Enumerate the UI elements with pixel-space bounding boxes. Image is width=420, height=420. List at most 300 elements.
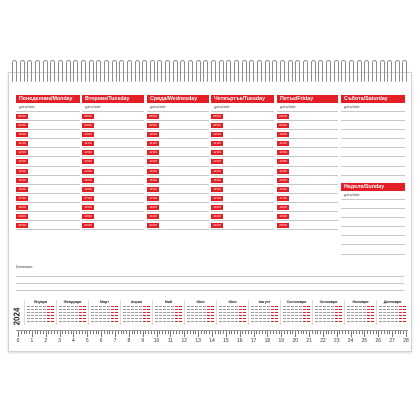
ruler-tick bbox=[209, 331, 210, 334]
ruler-tick bbox=[151, 331, 152, 334]
time-slot[interactable] bbox=[16, 139, 80, 148]
ruler-tick bbox=[348, 331, 349, 334]
time-label: 15:00 bbox=[82, 178, 94, 183]
write-line[interactable] bbox=[341, 112, 405, 121]
ruler-tick bbox=[115, 331, 116, 337]
ruler-tick bbox=[317, 331, 318, 334]
date-line[interactable]: дата/date bbox=[341, 103, 405, 112]
ruler-tick bbox=[71, 331, 72, 334]
ruler-tick bbox=[215, 331, 216, 334]
spiral-coil bbox=[387, 60, 392, 82]
time-label: 08:00 bbox=[82, 114, 94, 119]
month-days-grid bbox=[282, 305, 311, 325]
ruler-tick bbox=[18, 331, 19, 337]
time-slot[interactable] bbox=[147, 221, 209, 230]
spiral-coil bbox=[380, 60, 385, 82]
time-slot[interactable] bbox=[277, 167, 338, 176]
time-label: 15:00 bbox=[16, 178, 28, 183]
date-line[interactable]: дата/date bbox=[147, 103, 209, 112]
time-label: 16:00 bbox=[16, 187, 28, 192]
time-label: 19:00 bbox=[211, 214, 223, 219]
time-slot[interactable] bbox=[16, 130, 80, 139]
time-slot[interactable] bbox=[82, 139, 144, 148]
ruler-tick bbox=[384, 331, 385, 334]
spiral-coil bbox=[66, 60, 71, 82]
time-slot[interactable] bbox=[211, 185, 274, 194]
time-slot[interactable] bbox=[147, 112, 209, 121]
ruler-tick bbox=[395, 331, 396, 334]
ruler-tick bbox=[303, 331, 304, 334]
note-line[interactable] bbox=[16, 277, 404, 284]
spiral-coil bbox=[349, 60, 354, 82]
time-slot[interactable] bbox=[211, 176, 274, 185]
note-line[interactable] bbox=[16, 284, 404, 291]
month-name: Август bbox=[258, 300, 271, 304]
ruler-number: 11 bbox=[167, 338, 174, 344]
spiral-coil bbox=[165, 60, 170, 82]
time-slot[interactable] bbox=[82, 148, 144, 157]
time-slot[interactable] bbox=[82, 221, 144, 230]
ruler-number: 13 bbox=[195, 338, 201, 344]
time-slot[interactable] bbox=[147, 139, 209, 148]
date-line[interactable]: дата/date bbox=[82, 103, 144, 112]
time-label: 08:00 bbox=[277, 114, 289, 119]
spiral-coil bbox=[295, 60, 300, 82]
time-label: 10:00 bbox=[277, 132, 289, 137]
ruler-tick bbox=[220, 331, 221, 334]
time-slot[interactable] bbox=[277, 121, 338, 130]
ruler-tick bbox=[82, 331, 83, 334]
ruler-tick bbox=[279, 331, 280, 334]
spiral-coil bbox=[27, 60, 32, 82]
time-label: 10:00 bbox=[82, 132, 94, 137]
time-slot[interactable] bbox=[211, 212, 274, 221]
time-label: 17:00 bbox=[16, 196, 28, 201]
ruler-tick bbox=[187, 331, 188, 334]
ruler-tick bbox=[337, 331, 338, 337]
month-calendar bbox=[312, 300, 344, 325]
ruler-tick bbox=[204, 331, 205, 334]
spiral-coil bbox=[280, 60, 285, 82]
write-line[interactable] bbox=[341, 218, 405, 227]
ruler-tick bbox=[179, 331, 180, 334]
day-column bbox=[16, 95, 80, 230]
month-days-grid bbox=[250, 305, 279, 325]
time-label: 13:00 bbox=[16, 159, 28, 164]
ruler-tick bbox=[134, 331, 135, 334]
ruler-number: 15 bbox=[223, 338, 229, 344]
spiral-coil bbox=[402, 60, 407, 82]
ruler-tick bbox=[406, 331, 407, 337]
ruler-tick bbox=[68, 331, 69, 334]
ruler-tick bbox=[376, 331, 377, 334]
ruler-tick bbox=[400, 331, 401, 334]
ruler-number: 26 bbox=[375, 338, 382, 344]
time-label: 20:00 bbox=[147, 223, 159, 228]
write-line[interactable] bbox=[341, 209, 405, 218]
time-slot[interactable] bbox=[82, 121, 144, 130]
ruler-tick bbox=[345, 331, 346, 334]
ruler-tick bbox=[168, 331, 169, 334]
note-line[interactable] bbox=[16, 270, 404, 277]
time-slot[interactable] bbox=[16, 203, 80, 212]
day-header: Петък/Friday bbox=[277, 95, 338, 103]
ruler-tick bbox=[190, 331, 191, 334]
day-header: Неделя/Sunday bbox=[341, 183, 405, 191]
month-calendar bbox=[184, 300, 216, 325]
time-slot[interactable] bbox=[147, 148, 209, 157]
time-slot[interactable] bbox=[277, 112, 338, 121]
time-slot[interactable] bbox=[16, 176, 80, 185]
time-slot[interactable] bbox=[277, 203, 338, 212]
time-slot[interactable] bbox=[277, 176, 338, 185]
ruler-tick bbox=[381, 331, 382, 334]
ruler-tick bbox=[65, 331, 66, 334]
ruler-tick bbox=[140, 331, 141, 334]
month-days-grid bbox=[346, 305, 375, 325]
ruler-tick bbox=[273, 331, 274, 334]
spiral-coil bbox=[180, 60, 185, 82]
time-label: 20:00 bbox=[82, 223, 94, 228]
ruler-tick bbox=[342, 331, 343, 334]
ruler-tick bbox=[159, 331, 160, 334]
time-slot[interactable] bbox=[82, 185, 144, 194]
month-name: Ноември bbox=[352, 300, 369, 304]
ruler-tick bbox=[367, 331, 368, 334]
time-slot[interactable] bbox=[211, 167, 274, 176]
write-line[interactable] bbox=[341, 200, 405, 209]
ruler-tick bbox=[287, 331, 288, 334]
ruler-tick bbox=[315, 331, 316, 334]
time-slot[interactable] bbox=[147, 212, 209, 221]
time-label: 13:00 bbox=[82, 159, 94, 164]
time-label: 17:00 bbox=[147, 196, 159, 201]
time-slot[interactable] bbox=[82, 157, 144, 166]
time-label: 09:00 bbox=[82, 123, 94, 128]
ruler-tick bbox=[373, 331, 374, 334]
write-line[interactable] bbox=[341, 130, 405, 139]
ruler-tick bbox=[256, 331, 257, 334]
ruler-tick bbox=[40, 331, 41, 334]
ruler-tick bbox=[284, 331, 285, 334]
write-line[interactable] bbox=[341, 157, 405, 166]
day-column-sunday bbox=[341, 183, 405, 255]
ruler-tick bbox=[51, 331, 52, 334]
time-slot[interactable] bbox=[16, 167, 80, 176]
time-slot[interactable] bbox=[16, 185, 80, 194]
time-slot[interactable] bbox=[277, 157, 338, 166]
month-days-grid bbox=[218, 305, 247, 325]
time-slot[interactable] bbox=[277, 130, 338, 139]
date-line[interactable]: дата/date bbox=[341, 191, 405, 200]
month-name: Септември bbox=[286, 300, 307, 304]
spiral-coil bbox=[73, 60, 78, 82]
ruler-number: 21 bbox=[306, 338, 312, 344]
ruler-number: 4 bbox=[72, 338, 75, 344]
time-slot[interactable] bbox=[147, 185, 209, 194]
ruler-tick bbox=[54, 331, 55, 334]
time-slot[interactable] bbox=[211, 221, 274, 230]
date-line[interactable]: дата/date bbox=[277, 103, 338, 112]
ruler-tick bbox=[129, 331, 130, 337]
time-label: 16:00 bbox=[147, 187, 159, 192]
ruler-number: 10 bbox=[153, 338, 160, 344]
ruler-tick bbox=[21, 331, 22, 334]
ruler-number: 5 bbox=[85, 338, 89, 344]
spiral-coil bbox=[43, 60, 48, 82]
ruler-tick bbox=[145, 331, 146, 334]
month-calendar bbox=[120, 300, 152, 325]
spiral-coil bbox=[203, 60, 208, 82]
ruler-tick bbox=[173, 331, 174, 334]
time-label: 13:00 bbox=[147, 159, 159, 164]
time-label: 08:00 bbox=[16, 114, 28, 119]
ruler-tick bbox=[226, 331, 227, 337]
date-line[interactable]: дата/date bbox=[16, 103, 80, 112]
time-label: 18:00 bbox=[16, 205, 28, 210]
month-calendar bbox=[56, 300, 88, 325]
month-name: Април bbox=[130, 300, 143, 304]
time-label: 16:00 bbox=[277, 187, 289, 192]
ruler-tick bbox=[137, 331, 138, 334]
month-name: Март bbox=[100, 300, 109, 304]
ruler-tick bbox=[123, 331, 124, 334]
time-label: 14:00 bbox=[82, 169, 94, 174]
ruler-number: 7 bbox=[113, 338, 117, 344]
spiral-coil bbox=[104, 60, 109, 82]
spiral-coil bbox=[142, 60, 147, 82]
time-slot[interactable] bbox=[16, 148, 80, 157]
time-slot[interactable] bbox=[277, 212, 338, 221]
time-label: 11:00 bbox=[277, 141, 289, 146]
ruler-tick bbox=[276, 331, 277, 334]
time-slot[interactable] bbox=[82, 167, 144, 176]
time-label: 15:00 bbox=[211, 178, 223, 183]
ruler-tick bbox=[339, 331, 340, 334]
time-label: 16:00 bbox=[211, 187, 223, 192]
ruler-tick bbox=[298, 331, 299, 334]
time-label: 18:00 bbox=[211, 205, 223, 210]
ruler-tick bbox=[107, 331, 108, 334]
spiral-coil bbox=[364, 60, 369, 82]
ruler-tick bbox=[392, 331, 393, 337]
day-column bbox=[82, 95, 144, 230]
ruler-number: 0 bbox=[16, 338, 20, 344]
month-calendar bbox=[88, 300, 120, 325]
ruler-tick bbox=[306, 331, 307, 334]
time-label: 12:00 bbox=[211, 150, 223, 155]
time-label: 10:00 bbox=[147, 132, 159, 137]
date-line[interactable]: дата/date bbox=[211, 103, 274, 112]
month-days-grid bbox=[154, 305, 183, 325]
ruler-tick bbox=[265, 331, 266, 334]
ruler-tick bbox=[270, 331, 271, 334]
ruler-tick bbox=[309, 331, 310, 337]
month-name: Февруари bbox=[63, 300, 82, 304]
ruler-number: 28 bbox=[403, 338, 409, 344]
month-days-grid bbox=[378, 305, 407, 325]
time-label: 11:00 bbox=[82, 141, 94, 146]
time-slot[interactable] bbox=[82, 130, 144, 139]
month-days-grid bbox=[26, 305, 55, 325]
time-slot[interactable] bbox=[82, 212, 144, 221]
spiral-coil bbox=[20, 60, 25, 82]
time-label: 13:00 bbox=[211, 159, 223, 164]
write-line[interactable] bbox=[341, 227, 405, 236]
month-name: Октомври bbox=[319, 300, 338, 304]
time-slot[interactable] bbox=[211, 121, 274, 130]
time-slot[interactable] bbox=[82, 176, 144, 185]
ruler-tick bbox=[90, 331, 91, 334]
time-slot[interactable] bbox=[16, 212, 80, 221]
ruler-number: 20 bbox=[292, 338, 298, 344]
day-column bbox=[277, 95, 338, 230]
spiral-coil bbox=[341, 60, 346, 82]
spiral-coil bbox=[150, 60, 155, 82]
ruler-tick bbox=[378, 331, 379, 337]
ruler-tick bbox=[43, 331, 44, 334]
ruler-tick bbox=[262, 331, 263, 334]
ruler-tick bbox=[96, 331, 97, 334]
year-calendar bbox=[24, 300, 408, 325]
time-slot[interactable] bbox=[277, 139, 338, 148]
time-slot[interactable] bbox=[16, 112, 80, 121]
ruler-tick bbox=[76, 331, 77, 334]
ruler-number: 8 bbox=[127, 338, 131, 344]
ruler-tick bbox=[195, 331, 196, 334]
time-slot[interactable] bbox=[16, 194, 80, 203]
spiral-coil bbox=[157, 60, 162, 82]
write-line[interactable] bbox=[341, 121, 405, 130]
ruler-tick bbox=[29, 331, 30, 334]
ruler-tick bbox=[387, 331, 388, 334]
spiral-coil bbox=[272, 60, 277, 82]
day-header: Събота/Saturday bbox=[341, 95, 405, 103]
ruler-tick bbox=[157, 331, 158, 337]
month-calendar bbox=[248, 300, 280, 325]
time-slot[interactable] bbox=[147, 167, 209, 176]
time-slot[interactable] bbox=[16, 121, 80, 130]
ruler-tick bbox=[98, 331, 99, 334]
ruler-tick bbox=[351, 331, 352, 337]
time-label: 19:00 bbox=[16, 214, 28, 219]
spiral-coil bbox=[35, 60, 40, 82]
ruler-tick bbox=[295, 331, 296, 337]
write-line[interactable] bbox=[341, 167, 405, 176]
time-slot[interactable] bbox=[277, 194, 338, 203]
ruler-tick bbox=[398, 331, 399, 334]
spiral-coil bbox=[288, 60, 293, 82]
time-label: 08:00 bbox=[147, 114, 159, 119]
time-slot[interactable] bbox=[277, 221, 338, 230]
month-name: Юли bbox=[228, 300, 237, 304]
day-header: Четвъртък/Tuesday bbox=[211, 95, 274, 103]
ruler-number: 19 bbox=[278, 338, 285, 344]
time-slot[interactable] bbox=[211, 139, 274, 148]
time-slot[interactable] bbox=[277, 148, 338, 157]
ruler-tick bbox=[206, 331, 207, 334]
write-line[interactable] bbox=[341, 236, 405, 245]
month-name: Юни bbox=[196, 300, 205, 304]
time-slot[interactable] bbox=[211, 112, 274, 121]
time-slot[interactable] bbox=[82, 194, 144, 203]
ruler-tick bbox=[87, 331, 88, 337]
time-slot[interactable] bbox=[147, 176, 209, 185]
ruler-tick bbox=[165, 331, 166, 334]
ruler-number: 14 bbox=[209, 338, 215, 344]
day-column bbox=[341, 95, 405, 176]
time-slot[interactable] bbox=[277, 185, 338, 194]
month-days-grid bbox=[90, 305, 119, 325]
time-label: 11:00 bbox=[211, 141, 223, 146]
month-calendar bbox=[216, 300, 248, 325]
ruler-tick bbox=[353, 331, 354, 334]
write-line[interactable] bbox=[341, 245, 405, 254]
time-slot[interactable] bbox=[211, 157, 274, 166]
time-slot[interactable] bbox=[82, 203, 144, 212]
ruler-tick bbox=[148, 331, 149, 334]
time-label: 20:00 bbox=[277, 223, 289, 228]
time-slot[interactable] bbox=[211, 194, 274, 203]
time-slot[interactable] bbox=[147, 194, 209, 203]
ruler-tick bbox=[389, 331, 390, 334]
spiral-coil bbox=[372, 60, 377, 82]
write-line[interactable] bbox=[341, 139, 405, 148]
month-calendar bbox=[280, 300, 312, 325]
time-slot[interactable] bbox=[211, 203, 274, 212]
ruler-tick bbox=[101, 331, 102, 337]
ruler-tick bbox=[356, 331, 357, 334]
spiral-coil bbox=[135, 60, 140, 82]
time-slot[interactable] bbox=[211, 148, 274, 157]
ruler-number: 24 bbox=[347, 338, 354, 344]
year-label: 2024 bbox=[12, 307, 22, 325]
time-slot[interactable] bbox=[16, 221, 80, 230]
time-slot[interactable] bbox=[147, 121, 209, 130]
time-label: 12:00 bbox=[16, 150, 28, 155]
time-slot[interactable] bbox=[147, 130, 209, 139]
ruler-tick bbox=[234, 331, 235, 334]
ruler-tick bbox=[112, 331, 113, 334]
spiral-coil bbox=[303, 60, 308, 82]
ruler-tick bbox=[121, 331, 122, 334]
month-days-grid bbox=[122, 305, 151, 325]
time-slot[interactable] bbox=[16, 157, 80, 166]
notes-section bbox=[16, 263, 404, 291]
time-label: 12:00 bbox=[277, 150, 289, 155]
time-label: 17:00 bbox=[211, 196, 223, 201]
time-slot[interactable] bbox=[147, 157, 209, 166]
time-slot[interactable] bbox=[147, 203, 209, 212]
time-slot[interactable] bbox=[211, 130, 274, 139]
time-label: 15:00 bbox=[277, 178, 289, 183]
month-calendar bbox=[152, 300, 184, 325]
ruler-tick bbox=[162, 331, 163, 334]
time-slot[interactable] bbox=[82, 112, 144, 121]
day-column bbox=[211, 95, 274, 230]
month-days-grid bbox=[58, 305, 87, 325]
month-name: Декември bbox=[383, 300, 402, 304]
time-label: 17:00 bbox=[277, 196, 289, 201]
write-line[interactable] bbox=[341, 148, 405, 157]
ruler-tick bbox=[35, 331, 36, 334]
spiral-coil bbox=[50, 60, 55, 82]
spiral-coil bbox=[249, 60, 254, 82]
time-label: 10:00 bbox=[211, 132, 223, 137]
ruler-tick bbox=[201, 331, 202, 334]
time-label: 20:00 bbox=[16, 223, 28, 228]
time-label: 19:00 bbox=[147, 214, 159, 219]
